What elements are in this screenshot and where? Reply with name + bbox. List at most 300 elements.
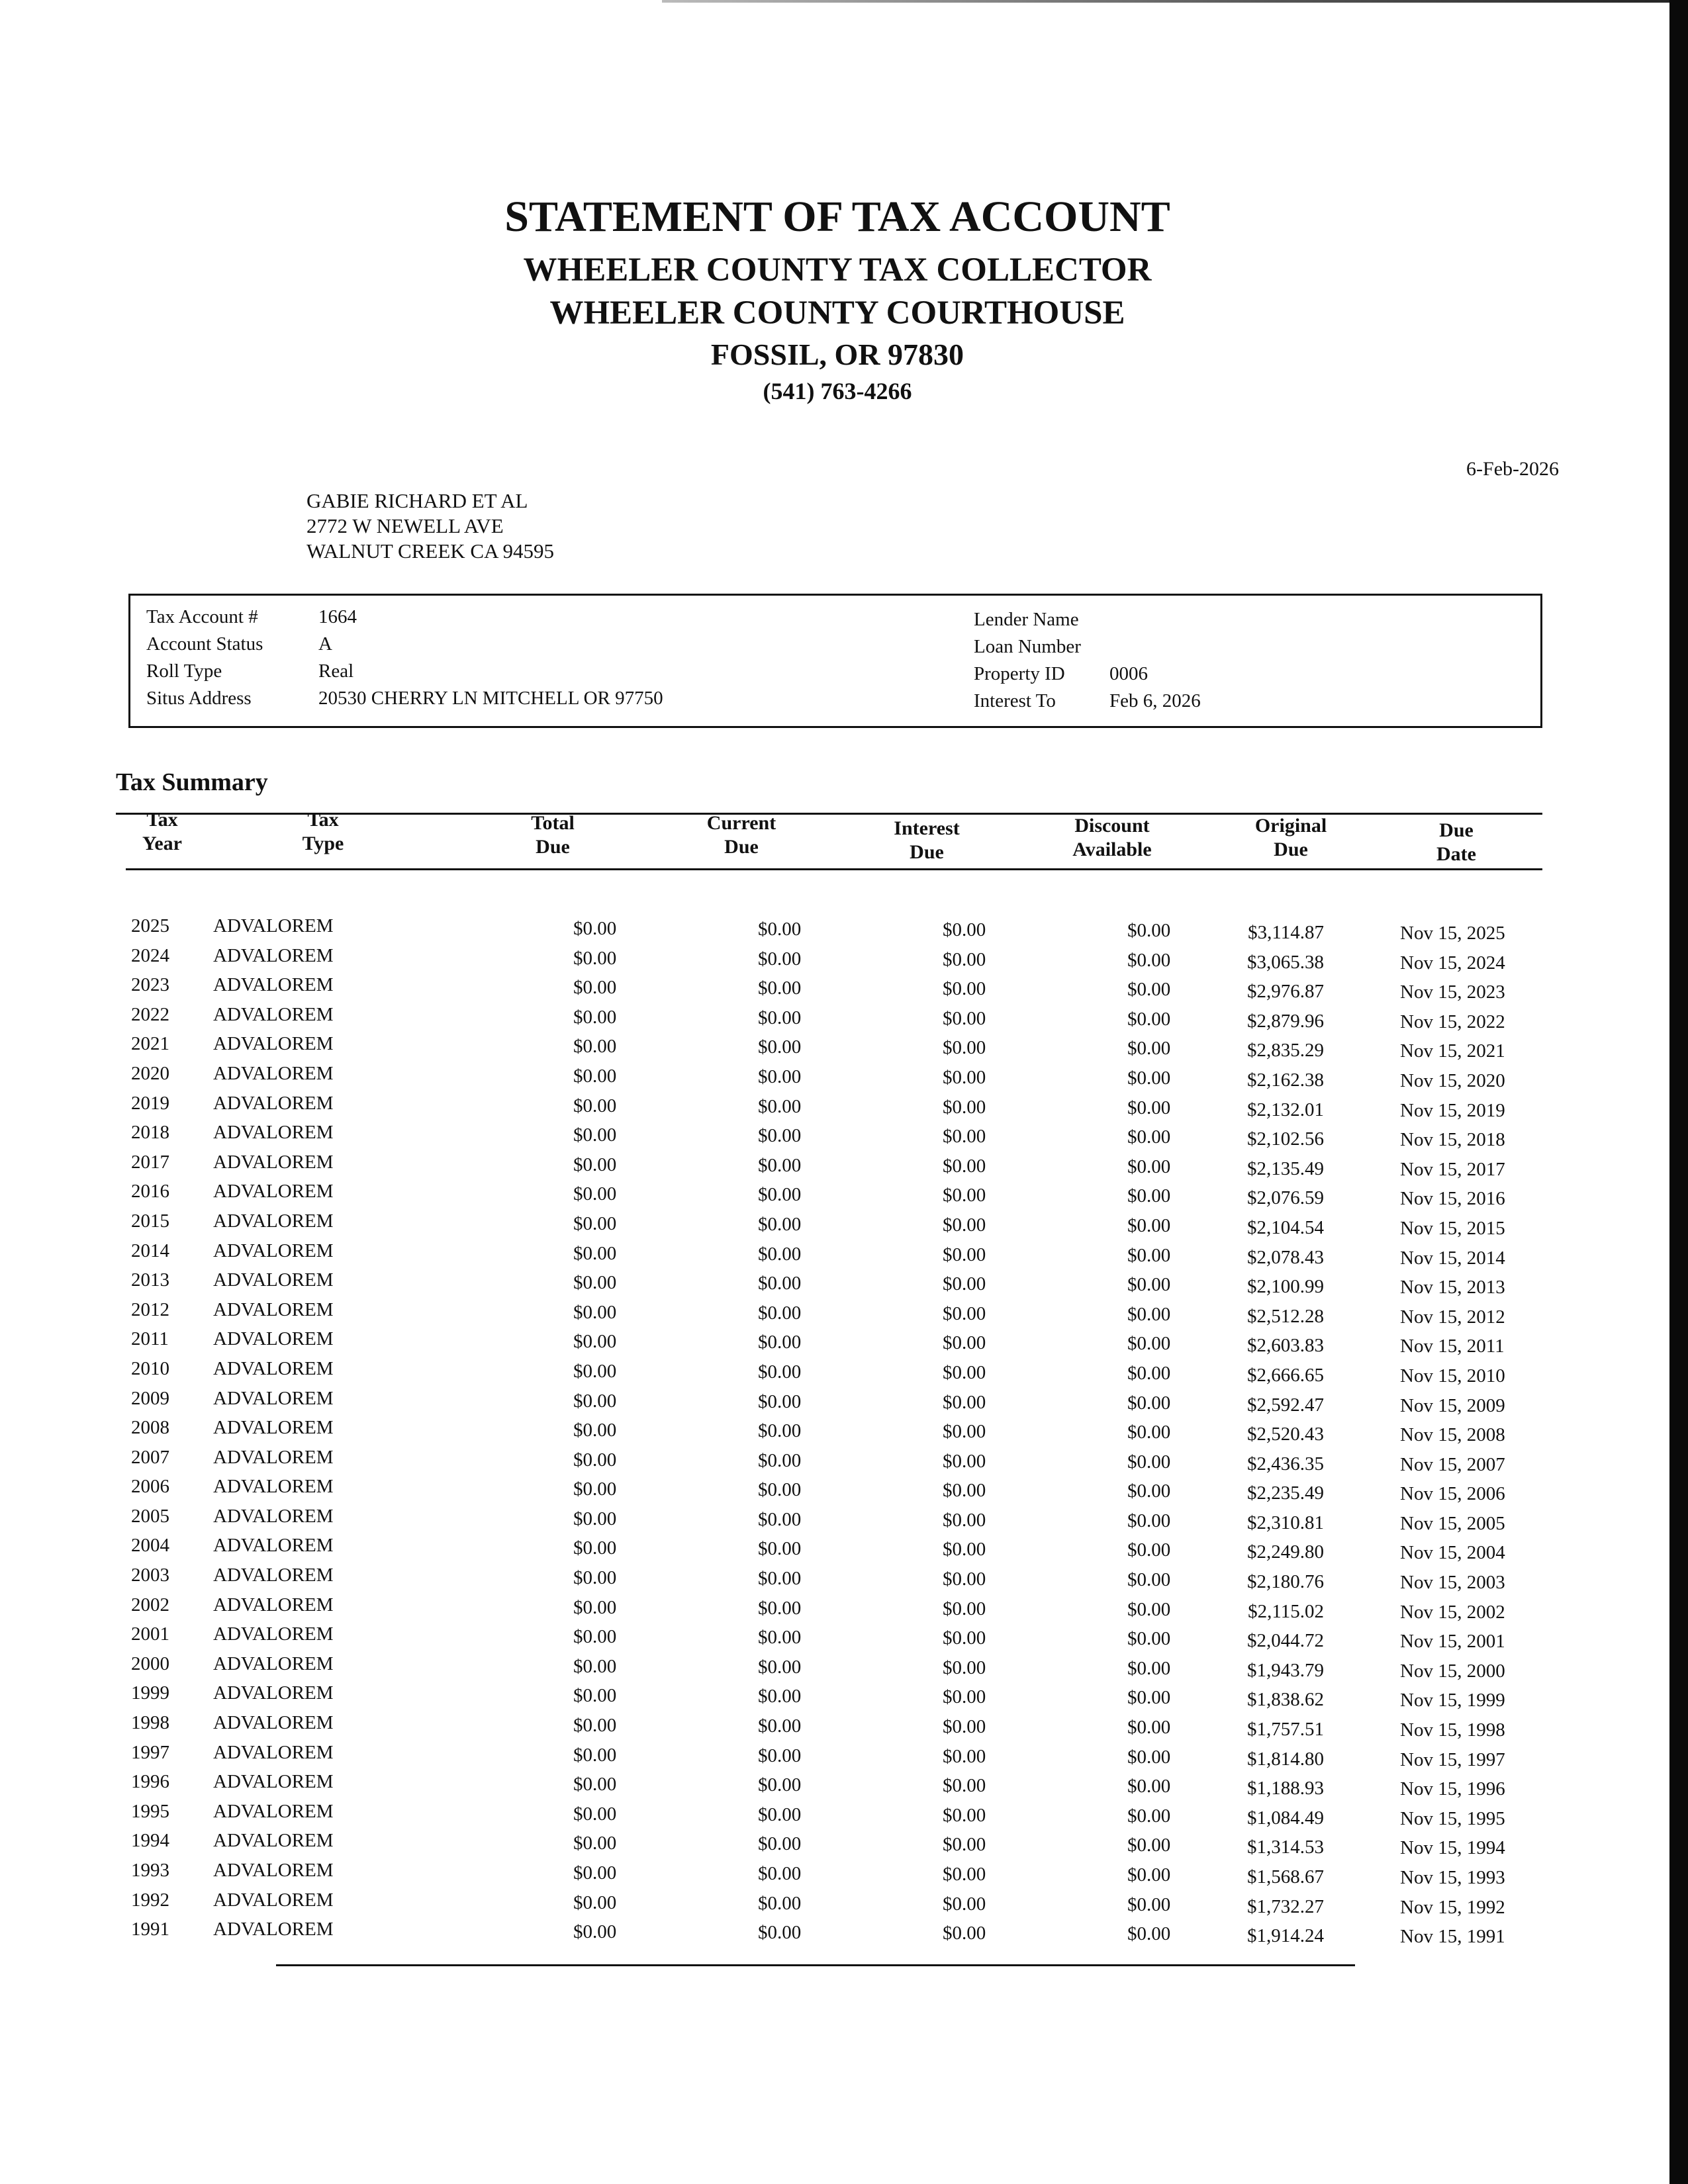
interest-due-cell: $0.00	[943, 1126, 986, 1148]
total-due-cell: $0.00	[573, 1862, 617, 1884]
tax-year-cell: 2001	[131, 1623, 169, 1645]
due-date-cell: Nov 15, 2015	[1400, 1217, 1505, 1239]
discount-available-cell: $0.00	[1127, 1303, 1171, 1325]
due-date-cell: Nov 15, 2017	[1400, 1158, 1505, 1180]
tax-year-cell: 1997	[131, 1741, 169, 1763]
original-due-cell: $2,512.28	[1247, 1305, 1324, 1327]
tax-account-label: Tax Account #	[146, 606, 258, 627]
discount-available-cell: $0.00	[1127, 1657, 1171, 1679]
header-line: Interest	[894, 817, 960, 839]
tax-type-cell: ADVALOREM	[213, 1122, 334, 1144]
total-due-cell: $0.00	[573, 1537, 617, 1559]
header-line: Total	[531, 812, 575, 834]
original-due-cell: $2,879.96	[1247, 1010, 1324, 1032]
original-due-cell: $2,104.54	[1247, 1216, 1324, 1238]
interest-due-cell: $0.00	[943, 1569, 986, 1590]
table-row	[0, 1358, 1655, 1388]
tax-year-cell: 1993	[131, 1860, 169, 1881]
due-date-cell: Nov 15, 1998	[1400, 1719, 1505, 1741]
due-date-cell: Nov 15, 2025	[1400, 923, 1505, 944]
discount-available-cell: $0.00	[1127, 1864, 1171, 1886]
table-row	[0, 1682, 1655, 1712]
original-due-cell: $1,732.27	[1247, 1895, 1324, 1917]
interest-due-cell: $0.00	[943, 1302, 986, 1324]
discount-available-cell: $0.00	[1127, 920, 1171, 941]
tax-type-cell: ADVALOREM	[213, 1919, 334, 1940]
discount-available-cell: $0.00	[1127, 1008, 1171, 1030]
due-date-cell: Nov 15, 2022	[1400, 1011, 1505, 1032]
current-due-cell: $0.00	[758, 1007, 802, 1028]
current-due-cell: $0.00	[758, 1627, 802, 1649]
owner-city: WALNUT CREEK CA 94595	[306, 539, 555, 563]
tax-type-cell: ADVALOREM	[213, 1003, 334, 1025]
due-date-cell: Nov 15, 1997	[1400, 1749, 1505, 1770]
due-date-cell: Nov 15, 2007	[1400, 1453, 1505, 1475]
original-due-cell: $2,180.76	[1247, 1571, 1324, 1593]
tax-type-cell: ADVALOREM	[213, 1387, 334, 1409]
tax-year-cell: 2002	[131, 1594, 169, 1615]
table-row	[0, 1535, 1655, 1565]
table-row	[0, 1476, 1655, 1506]
current-due-cell: $0.00	[758, 1390, 802, 1412]
tax-year-cell: 2017	[131, 1151, 169, 1173]
tax-year-cell: 1991	[131, 1919, 169, 1940]
current-due-cell: $0.00	[758, 1154, 802, 1176]
tax-type-cell: ADVALOREM	[213, 1860, 334, 1881]
tax-year-cell: 2009	[131, 1387, 169, 1409]
tax-year-cell: 2021	[131, 1033, 169, 1055]
table-row	[0, 1093, 1655, 1122]
interest-due-cell: $0.00	[943, 1332, 986, 1354]
tax-account-value: 1664	[318, 606, 357, 627]
original-due-cell: $1,568.67	[1247, 1866, 1324, 1888]
tax-type-cell: ADVALOREM	[213, 1240, 334, 1261]
table-row	[0, 1889, 1655, 1919]
discount-available-cell: $0.00	[1127, 1835, 1171, 1856]
interest-due-cell: $0.00	[943, 919, 986, 940]
total-due-cell: $0.00	[573, 1774, 617, 1796]
due-date-cell: Nov 15, 2005	[1400, 1512, 1505, 1534]
situs-address-row	[146, 685, 663, 712]
column-header-due-date	[1403, 819, 1509, 866]
tax-year-cell: 2019	[131, 1092, 169, 1114]
column-header-discount-available	[1049, 814, 1175, 862]
original-due-cell: $2,115.02	[1248, 1600, 1324, 1622]
header-line: Due	[1439, 819, 1474, 841]
original-due-cell: $2,603.83	[1247, 1335, 1324, 1357]
tax-year-cell: 1998	[131, 1712, 169, 1734]
total-due-cell: $0.00	[573, 1095, 617, 1116]
discount-available-cell: $0.00	[1127, 1038, 1171, 1060]
discount-available-cell: $0.00	[1127, 1628, 1171, 1650]
account-status-label: Account Status	[146, 633, 263, 655]
table-row	[0, 1565, 1655, 1594]
column-header-tax-type	[277, 808, 369, 856]
due-date-cell: Nov 15, 1999	[1400, 1690, 1505, 1711]
discount-available-cell: $0.00	[1127, 1392, 1171, 1414]
tax-year-cell: 1995	[131, 1800, 169, 1822]
total-due-cell: $0.00	[573, 1833, 617, 1854]
due-date-cell: Nov 15, 1992	[1400, 1896, 1505, 1918]
loan-number-row	[974, 633, 1201, 660]
due-date-cell: Nov 15, 2020	[1400, 1069, 1505, 1091]
header-line: Current	[706, 812, 776, 834]
total-due-cell: $0.00	[573, 1390, 617, 1412]
table-row	[0, 1417, 1655, 1447]
total-due-cell: $0.00	[573, 1626, 617, 1648]
loan-number-label: Loan Number	[974, 636, 1081, 657]
interest-due-cell: $0.00	[943, 1007, 986, 1029]
total-due-cell: $0.00	[573, 1242, 617, 1264]
original-due-cell: $2,310.81	[1247, 1512, 1324, 1533]
original-due-cell: $2,100.99	[1247, 1276, 1324, 1298]
total-due-cell: $0.00	[573, 1006, 617, 1028]
discount-available-cell: $0.00	[1127, 1805, 1171, 1827]
tax-type-cell: ADVALOREM	[213, 1594, 334, 1615]
current-due-cell: $0.00	[758, 1538, 802, 1560]
tax-year-cell: 1999	[131, 1682, 169, 1704]
table-row	[0, 974, 1655, 1004]
original-due-cell: $2,520.43	[1247, 1424, 1324, 1445]
tax-type-cell: ADVALOREM	[213, 1476, 334, 1498]
tax-year-cell: 1994	[131, 1830, 169, 1852]
original-due-cell: $2,076.59	[1247, 1187, 1324, 1209]
current-due-cell: $0.00	[758, 1066, 802, 1087]
account-status-row	[146, 631, 663, 658]
account-info-box	[128, 594, 1542, 728]
table-row	[0, 1063, 1655, 1093]
tax-type-cell: ADVALOREM	[213, 974, 334, 996]
interest-due-cell: $0.00	[943, 1509, 986, 1531]
discount-available-cell: $0.00	[1127, 1687, 1171, 1709]
original-due-cell: $3,065.38	[1247, 951, 1324, 973]
column-header-interest-due	[874, 817, 980, 864]
table-row	[0, 1830, 1655, 1860]
current-due-cell: $0.00	[758, 1449, 802, 1471]
original-due-cell: $2,132.01	[1247, 1099, 1324, 1120]
tax-type-cell: ADVALOREM	[213, 1682, 334, 1704]
original-due-cell: $1,084.49	[1247, 1807, 1324, 1829]
total-due-cell: $0.00	[573, 1036, 617, 1058]
table-row	[0, 1122, 1655, 1152]
discount-available-cell: $0.00	[1127, 1362, 1171, 1384]
tax-type-cell: ADVALOREM	[213, 944, 334, 966]
tax-type-cell: ADVALOREM	[213, 1565, 334, 1586]
discount-available-cell: $0.00	[1127, 1569, 1171, 1591]
header-line: Tax	[146, 809, 178, 831]
tax-year-cell: 2000	[131, 1653, 169, 1674]
due-date-cell: Nov 15, 2019	[1400, 1099, 1505, 1121]
tax-year-cell: 1992	[131, 1889, 169, 1911]
original-due-cell: $2,976.87	[1247, 981, 1324, 1003]
due-date-cell: Nov 15, 1991	[1400, 1926, 1505, 1948]
tax-year-cell: 2025	[131, 915, 169, 936]
due-date-cell: Nov 15, 1994	[1400, 1837, 1505, 1859]
discount-available-cell: $0.00	[1127, 1776, 1171, 1797]
header-line: Discount	[1074, 815, 1150, 837]
roll-type-label: Roll Type	[146, 660, 222, 682]
tax-type-cell: ADVALOREM	[213, 1033, 334, 1055]
total-due-cell: $0.00	[573, 1479, 617, 1500]
interest-due-cell: $0.00	[943, 1421, 986, 1443]
original-due-cell: $3,114.87	[1248, 922, 1324, 943]
discount-available-cell: $0.00	[1127, 1480, 1171, 1502]
lender-name-label: Lender Name	[974, 609, 1079, 630]
header-line: Tax	[307, 809, 339, 831]
collector-name: WHEELER COUNTY TAX COLLECTOR	[523, 251, 1152, 289]
original-due-cell: $2,102.56	[1247, 1128, 1324, 1150]
due-date-cell: Nov 15, 2024	[1400, 952, 1505, 974]
header-line: Due	[1274, 839, 1308, 860]
interest-to-label: Interest To	[974, 690, 1056, 711]
current-due-cell: $0.00	[758, 1745, 802, 1766]
due-date-cell: Nov 15, 2011	[1400, 1336, 1505, 1357]
collector-phone: (541) 763-4266	[763, 378, 912, 404]
due-date-cell: Nov 15, 2021	[1400, 1040, 1505, 1062]
tax-year-cell: 2004	[131, 1535, 169, 1557]
roll-type-row	[146, 658, 663, 685]
tax-type-cell: ADVALOREM	[213, 1830, 334, 1852]
tax-type-cell: ADVALOREM	[213, 1417, 334, 1439]
original-due-cell: $2,835.29	[1247, 1040, 1324, 1062]
original-due-cell: $2,249.80	[1247, 1541, 1324, 1563]
discount-available-cell: $0.00	[1127, 1717, 1171, 1739]
tax-type-cell: ADVALOREM	[213, 1181, 334, 1203]
current-due-cell: $0.00	[758, 1892, 802, 1914]
discount-available-cell: $0.00	[1127, 1746, 1171, 1768]
tax-account-row	[146, 604, 663, 631]
due-date-cell: Nov 15, 2001	[1400, 1631, 1505, 1653]
current-due-cell: $0.00	[758, 1125, 802, 1147]
discount-available-cell: $0.00	[1127, 1244, 1171, 1266]
tax-year-cell: 2007	[131, 1446, 169, 1468]
table-row	[0, 1033, 1655, 1063]
due-date-cell: Nov 15, 2002	[1400, 1601, 1505, 1623]
interest-due-cell: $0.00	[943, 1657, 986, 1678]
interest-due-cell: $0.00	[943, 1155, 986, 1177]
tax-type-cell: ADVALOREM	[213, 1062, 334, 1084]
current-due-cell: $0.00	[758, 1508, 802, 1530]
account-info-left	[146, 604, 663, 712]
table-row	[0, 1623, 1655, 1653]
due-date-cell: Nov 15, 2000	[1400, 1660, 1505, 1682]
lender-name-row	[974, 606, 1201, 633]
interest-due-cell: $0.00	[943, 1361, 986, 1383]
original-due-cell: $1,943.79	[1247, 1659, 1324, 1681]
current-due-cell: $0.00	[758, 1479, 802, 1501]
tax-type-cell: ADVALOREM	[213, 1298, 334, 1320]
discount-available-cell: $0.00	[1127, 1923, 1171, 1945]
interest-due-cell: $0.00	[943, 978, 986, 1000]
current-due-cell: $0.00	[758, 1686, 802, 1707]
tax-type-cell: ADVALOREM	[213, 1151, 334, 1173]
table-row	[0, 1801, 1655, 1831]
discount-available-cell: $0.00	[1127, 1422, 1171, 1443]
total-due-cell: $0.00	[573, 977, 617, 999]
current-due-cell: $0.00	[758, 1833, 802, 1855]
total-due-cell: $0.00	[573, 1508, 617, 1529]
account-info-right	[974, 606, 1201, 715]
tax-year-cell: 2008	[131, 1417, 169, 1439]
interest-due-cell: $0.00	[943, 948, 986, 970]
discount-available-cell: $0.00	[1127, 1185, 1171, 1207]
current-due-cell: $0.00	[758, 1597, 802, 1619]
tax-type-cell: ADVALOREM	[213, 1357, 334, 1379]
discount-available-cell: $0.00	[1127, 1333, 1171, 1355]
header-line: Type	[302, 833, 344, 854]
interest-to-value: Feb 6, 2026	[1109, 690, 1201, 711]
table-row	[0, 1771, 1655, 1801]
original-due-cell: $1,314.53	[1247, 1837, 1324, 1858]
discount-available-cell: $0.00	[1127, 1893, 1171, 1915]
interest-due-cell: $0.00	[943, 1244, 986, 1265]
interest-due-cell: $0.00	[943, 1273, 986, 1295]
owner-street: 2772 W NEWELL AVE	[306, 514, 504, 537]
current-due-cell: $0.00	[758, 1095, 802, 1117]
total-due-cell: $0.00	[573, 1301, 617, 1323]
table-row	[0, 1388, 1655, 1418]
summary-header-rule	[126, 868, 1542, 870]
table-row	[0, 1919, 1655, 1948]
discount-available-cell: $0.00	[1127, 1598, 1171, 1620]
tax-type-cell: ADVALOREM	[213, 1741, 334, 1763]
interest-to-row	[974, 688, 1201, 715]
table-row	[0, 1004, 1655, 1034]
total-due-cell: $0.00	[573, 1744, 617, 1766]
tax-type-cell: ADVALOREM	[213, 1328, 334, 1350]
column-header-current-due	[688, 811, 794, 859]
tax-year-cell: 1996	[131, 1771, 169, 1793]
due-date-cell: Nov 15, 1995	[1400, 1807, 1505, 1829]
tax-year-cell: 2005	[131, 1505, 169, 1527]
total-due-cell: $0.00	[573, 1449, 617, 1471]
tax-type-cell: ADVALOREM	[213, 1446, 334, 1468]
property-id-label: Property ID	[974, 663, 1065, 684]
discount-available-cell: $0.00	[1127, 1510, 1171, 1531]
due-date-cell: Nov 15, 2006	[1400, 1483, 1505, 1505]
discount-available-cell: $0.00	[1127, 1097, 1171, 1118]
original-due-cell: $2,135.49	[1247, 1158, 1324, 1179]
original-due-cell: $2,666.65	[1247, 1364, 1324, 1386]
summary-bottom-rule	[276, 1964, 1355, 1966]
table-row	[0, 945, 1655, 975]
current-due-cell: $0.00	[758, 1420, 802, 1442]
interest-due-cell: $0.00	[943, 1391, 986, 1413]
header-line: Due	[536, 836, 570, 858]
header-line: Available	[1072, 839, 1152, 860]
tax-type-cell: ADVALOREM	[213, 1210, 334, 1232]
table-row	[0, 1269, 1655, 1299]
total-due-cell: $0.00	[573, 1272, 617, 1294]
interest-due-cell: $0.00	[943, 1066, 986, 1088]
current-due-cell: $0.00	[758, 1036, 802, 1058]
original-due-cell: $2,078.43	[1247, 1246, 1324, 1268]
table-row	[0, 1653, 1655, 1683]
discount-available-cell: $0.00	[1127, 1539, 1171, 1561]
current-due-cell: $0.00	[758, 1774, 802, 1796]
roll-type-value: Real	[318, 660, 354, 682]
tax-type-cell: ADVALOREM	[213, 1889, 334, 1911]
table-row	[0, 1240, 1655, 1270]
current-due-cell: $0.00	[758, 1715, 802, 1737]
total-due-cell: $0.00	[573, 1567, 617, 1589]
original-due-cell: $1,757.51	[1247, 1719, 1324, 1741]
header-line: Date	[1436, 843, 1476, 865]
tax-year-cell: 2015	[131, 1210, 169, 1232]
discount-available-cell: $0.00	[1127, 1274, 1171, 1296]
table-row	[0, 1447, 1655, 1477]
interest-due-cell: $0.00	[943, 1804, 986, 1826]
header-line: Due	[724, 836, 759, 858]
tax-year-cell: 2016	[131, 1181, 169, 1203]
table-row	[0, 1860, 1655, 1889]
interest-due-cell: $0.00	[943, 1923, 986, 1944]
current-due-cell: $0.00	[758, 1213, 802, 1235]
total-due-cell: $0.00	[573, 1154, 617, 1175]
total-due-cell: $0.00	[573, 918, 617, 939]
total-due-cell: $0.00	[573, 1655, 617, 1677]
interest-due-cell: $0.00	[943, 1893, 986, 1915]
original-due-cell: $2,235.49	[1247, 1482, 1324, 1504]
header-line: Year	[142, 833, 182, 854]
current-due-cell: $0.00	[758, 948, 802, 970]
tax-year-cell: 2013	[131, 1269, 169, 1291]
original-due-cell: $2,436.35	[1247, 1453, 1324, 1475]
current-due-cell: $0.00	[758, 1863, 802, 1884]
due-date-cell: Nov 15, 2018	[1400, 1129, 1505, 1151]
tax-year-cell: 2014	[131, 1240, 169, 1261]
interest-due-cell: $0.00	[943, 1214, 986, 1236]
interest-due-cell: $0.00	[943, 1834, 986, 1856]
scan-edge-top	[662, 0, 1688, 3]
table-row	[0, 915, 1655, 945]
due-date-cell: Nov 15, 2016	[1400, 1188, 1505, 1210]
due-date-cell: Nov 15, 2014	[1400, 1247, 1505, 1269]
total-due-cell: $0.00	[573, 1065, 617, 1087]
tax-year-cell: 2024	[131, 944, 169, 966]
tax-year-cell: 2006	[131, 1476, 169, 1498]
tax-year-cell: 2012	[131, 1298, 169, 1320]
table-row	[0, 1328, 1655, 1358]
current-due-cell: $0.00	[758, 1803, 802, 1825]
header-line: Due	[910, 841, 944, 863]
total-due-cell: $0.00	[573, 1183, 617, 1205]
property-id-value: 0006	[1109, 663, 1148, 684]
due-date-cell: Nov 15, 1993	[1400, 1867, 1505, 1888]
discount-available-cell: $0.00	[1127, 1156, 1171, 1177]
current-due-cell: $0.00	[758, 1332, 802, 1353]
total-due-cell: $0.00	[573, 1331, 617, 1353]
tax-year-cell: 2022	[131, 1003, 169, 1025]
due-date-cell: Nov 15, 2010	[1400, 1365, 1505, 1387]
table-row	[0, 1594, 1655, 1624]
total-due-cell: $0.00	[573, 1420, 617, 1441]
tax-type-cell: ADVALOREM	[213, 1535, 334, 1557]
owner-address	[306, 488, 554, 564]
discount-available-cell: $0.00	[1127, 1067, 1171, 1089]
due-date-cell: Nov 15, 2008	[1400, 1424, 1505, 1446]
total-due-cell: $0.00	[573, 1803, 617, 1825]
current-due-cell: $0.00	[758, 1243, 802, 1265]
column-header-original-due	[1238, 814, 1344, 862]
interest-due-cell: $0.00	[943, 1686, 986, 1708]
due-date-cell: Nov 15, 2023	[1400, 981, 1505, 1003]
interest-due-cell: $0.00	[943, 1775, 986, 1797]
statement-date: 6-Feb-2026	[1466, 458, 1559, 480]
total-due-cell: $0.00	[573, 1596, 617, 1618]
interest-due-cell: $0.00	[943, 1627, 986, 1649]
discount-available-cell: $0.00	[1127, 1126, 1171, 1148]
